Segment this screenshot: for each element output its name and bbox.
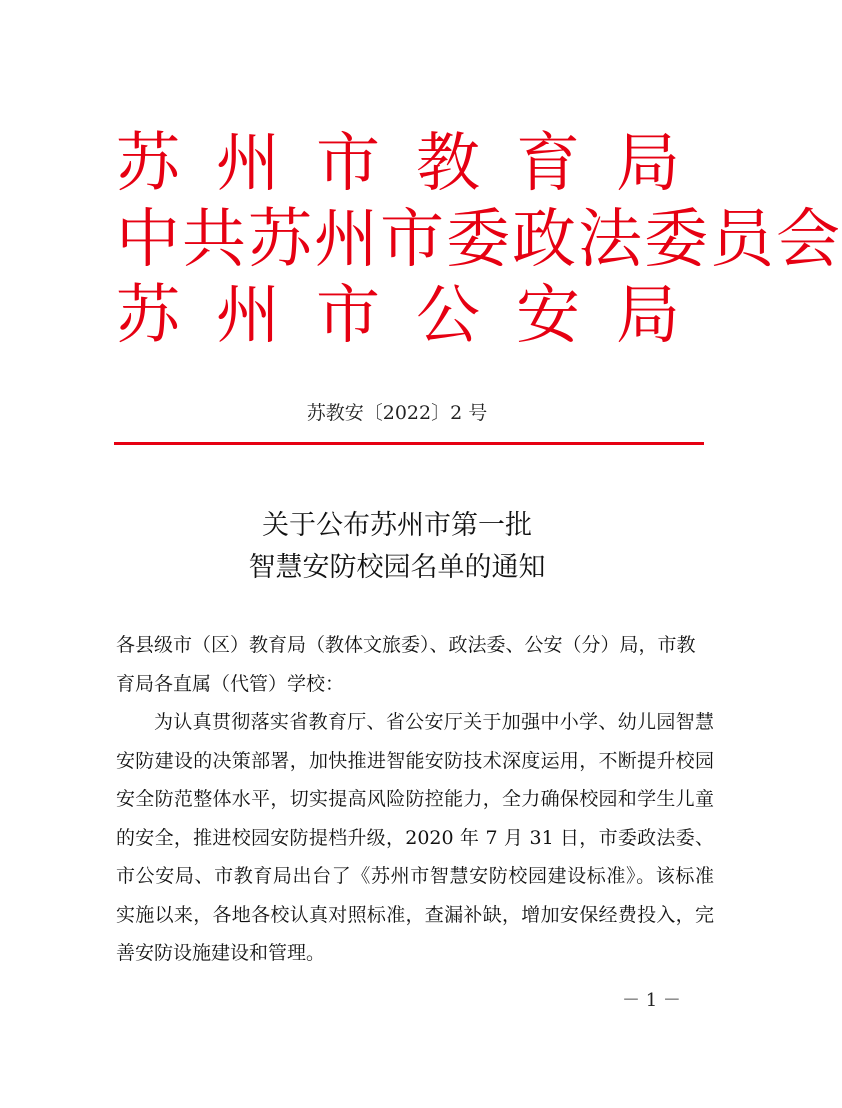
issuer-char: 苏: [116, 279, 180, 353]
issuer-char: 市: [316, 127, 380, 201]
body-paragraph: 为认真贯彻落实省教育厅、省公安厅关于加强中小学、幼儿园智慧安防建设的决策部署，加快推进智能安防技术深度运用，不断提升校园安全防范整体水平，切实提高风险防控能力，全力确保校园和学生儿童的安全，推进校园安防提档升级，2020 年 7 月 31 日，市委政法委、市公安局、市教育局出台了《苏州市智慧安防校园建设标准》。该标准实施以来，各地各校认真对照标准，查漏补缺，增加安保经费投入，完善安防设施建设和管理。: [116, 711, 714, 964]
document-title-line-1: 关于公布苏州市第一批: [262, 510, 532, 541]
issuer-char: 教: [416, 127, 480, 201]
issuer-line-political-legal-committee: 中共苏州市委政法委员会: [116, 203, 842, 277]
issuer-char: 安: [516, 279, 580, 353]
red-divider-line: [114, 442, 704, 445]
issuer-char: 公: [416, 279, 480, 353]
issuer-char: 州: [216, 279, 280, 353]
issuer-char: 局: [616, 279, 680, 353]
document-number: 苏教安〔2022〕2 号: [306, 402, 488, 424]
issuer-line-education-bureau: [116, 127, 680, 201]
issuer-char: 苏: [116, 127, 180, 201]
page-number: － 1 －: [622, 990, 681, 1011]
issuer-char: 局: [616, 127, 680, 201]
issuer-char: 市: [316, 279, 380, 353]
issuer-char: 州: [216, 127, 280, 201]
document-title-line-2: 智慧安防校园名单的通知: [248, 552, 546, 583]
salutation: 各县级市（区）教育局（教体文旅委）、政法委、公安（分）局，市教育局各直属（代管）学校：: [116, 634, 696, 695]
issuer-line-public-security-bureau: [116, 279, 680, 353]
issuer-char: 育: [516, 127, 580, 201]
